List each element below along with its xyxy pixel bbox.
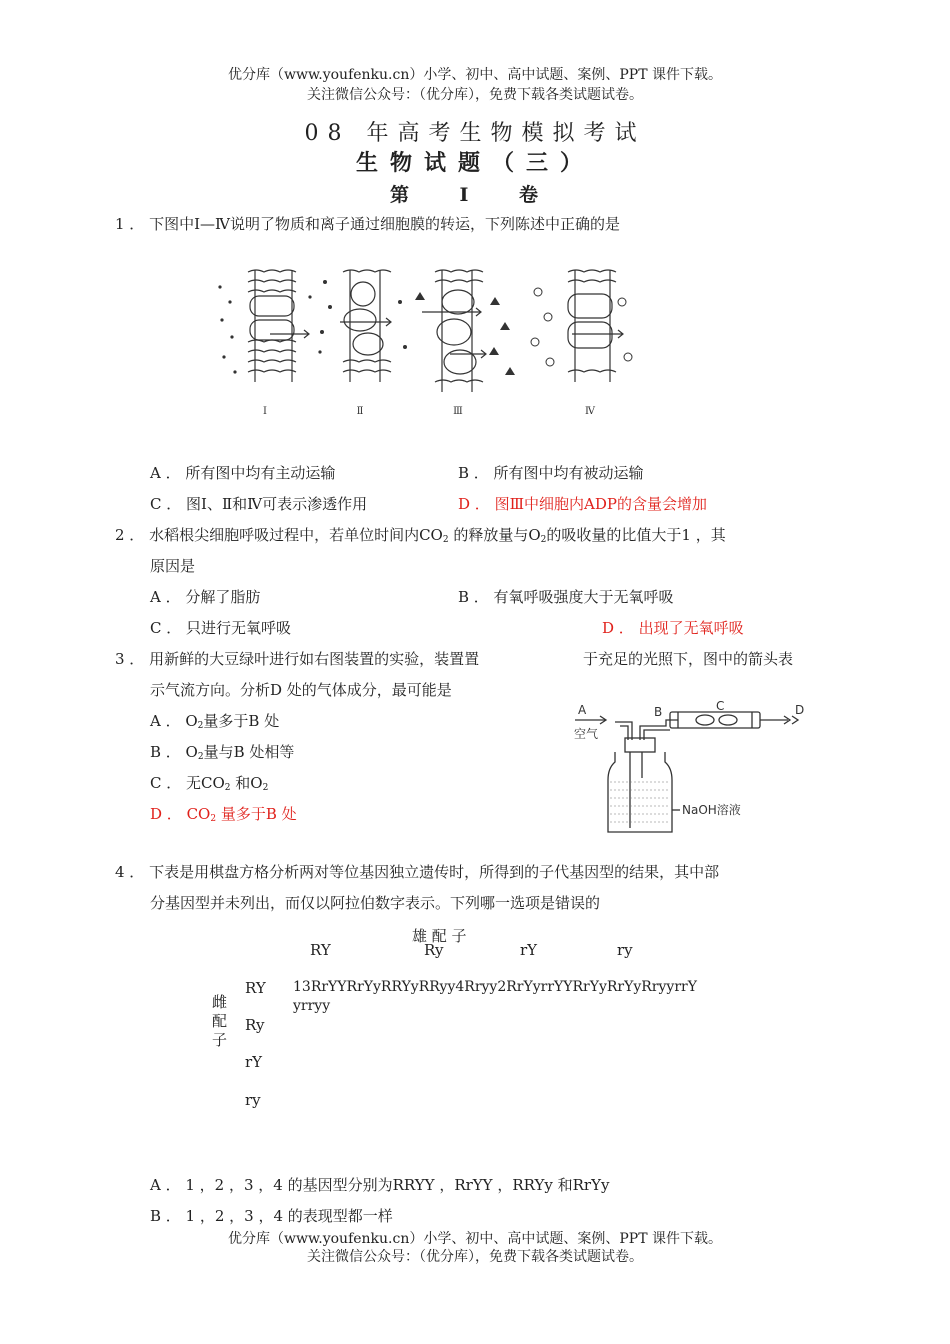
- fig-label-3: Ⅲ: [453, 406, 463, 417]
- part-title: 第 Ⅰ 卷: [389, 184, 561, 206]
- fig-label-4: Ⅳ: [585, 406, 595, 417]
- col-header-rY: rY: [520, 941, 538, 959]
- fig-label-2: Ⅱ: [356, 406, 364, 417]
- q3-option-b: B ． $O_2$量与B 处相等: [150, 743, 295, 762]
- row-header-rY: rY: [245, 1053, 263, 1071]
- label-a: A: [578, 703, 587, 717]
- label-d: D: [795, 703, 805, 717]
- fig-label-1: Ⅰ: [263, 406, 267, 417]
- q1-option-d: D ． 图Ⅲ中细胞内ADP的含量会增加: [458, 495, 707, 513]
- q3-stem-line-2: 示气流方向。分析D 处的气体成分，最可能是: [150, 681, 452, 699]
- genotype-cells-line-2: yrryy: [293, 998, 331, 1014]
- col-header-Ry: Ry: [424, 941, 444, 959]
- q2-option-d: D ． 出现了无氧呼吸: [602, 619, 744, 637]
- q4-option-b: B ． 1 ，2 ，3 ，4 的表现型都一样: [150, 1207, 393, 1225]
- q3-option-a: A ． $O_2$量多于B 处: [150, 712, 280, 731]
- q1-stem: 1 ． 下图中Ⅰ—Ⅳ说明了物质和离子通过细胞膜的转运，下列陈述中正确的是: [115, 215, 620, 233]
- footer-line-1: 优分库（www.youfenku.cn）小学、初中、高中试题、案例、PPT 课件下载。: [227, 1231, 722, 1247]
- row-header-ry: ry: [245, 1091, 261, 1109]
- q2-option-c: C ． 只进行无氧呼吸: [150, 619, 292, 637]
- q4-stem-line-2: 分基因型并未列出，而仅以阿拉伯数字表示。下列哪一选项是错误的: [150, 894, 601, 912]
- col-header-RY: RY: [310, 941, 331, 959]
- exam-subtitle: 生物试题（三）: [355, 150, 594, 176]
- q1-option-a: A ． 所有图中均有主动运输: [150, 464, 336, 482]
- stopper: [625, 738, 655, 752]
- label-air: 空气: [574, 727, 599, 741]
- header-line-1: 优分库（www.youfenku.cn）小学、初中、高中试题、案例、PPT 课件下载。: [227, 67, 722, 83]
- row-header-RY: RY: [245, 979, 266, 997]
- q3-stem-b: 于充足的光照下，图中的箭头表: [583, 650, 794, 668]
- apparatus-figure: [570, 700, 820, 840]
- footer-line-2: 关注微信公众号：（优分库），免费下载各类试题试卷。: [307, 1249, 643, 1265]
- label-c: C: [716, 700, 725, 713]
- q2-option-a: A ． 分解了脂肪: [150, 588, 261, 606]
- q4-stem: 4 ． 下表是用棋盘方格分析两对等位基因独立遗传时，所得到的子代基因型的结果，其中部: [115, 863, 720, 881]
- row-header-Ry: Ry: [245, 1016, 265, 1034]
- flask: [608, 752, 672, 832]
- leaf-tube: [670, 712, 760, 728]
- panel-2-membrane: [340, 270, 391, 382]
- q2-stem: 2 ． 水稻根尖细胞呼吸过程中，若单位时间内$CO_2$ 的释放量与$O_2$的吸收量的比值大于1 ，其: [115, 526, 726, 545]
- label-naoh: NaOH溶液: [682, 803, 741, 817]
- q1-option-b: B ． 所有图中均有被动运输: [458, 464, 644, 482]
- genotype-cells-line-1: 13RrYYRrYyRRYyRRyy4Rryy2RrYyrrYYRrYyRrYyRryyrrY: [293, 979, 697, 995]
- panel-1-membrane: [248, 270, 309, 382]
- exam-title: 08 年高考生物模拟考试: [304, 121, 646, 146]
- header-line-2: 关注微信公众号：（优分库），免费下载各类试题试卷。: [307, 87, 643, 103]
- q4-option-a: A ． 1 ，2 ，3 ，4 的基因型分别为RRYY ，RrYY ，RRYy 和RrYy: [150, 1176, 610, 1194]
- q3-stem-a: 3 ． 用新鲜的大豆绿叶进行如右图装置的实验，装置置: [115, 650, 480, 668]
- male-gamete-label: 雄 配 子: [412, 927, 467, 945]
- membrane-transport-figure: [210, 262, 640, 422]
- female-gamete-label: 雌 配 子: [212, 993, 228, 1049]
- label-b: B: [654, 705, 663, 719]
- q2-option-b: B ． 有氧呼吸强度大于无氧呼吸: [458, 588, 674, 606]
- q1-option-c: C ． 图Ⅰ、Ⅱ和Ⅳ可表示渗透作用: [150, 495, 368, 513]
- q2-stem-line-2: 原因是: [150, 557, 196, 575]
- q3-option-d: D ． $CO_2$ 量多于B 处: [150, 805, 297, 824]
- panel-4-membrane: [568, 270, 623, 382]
- q3-option-c: C ． 无$CO_2$ 和$O_2$: [150, 774, 269, 793]
- panel-3-membrane: [422, 270, 486, 392]
- col-header-ry: ry: [617, 941, 633, 959]
